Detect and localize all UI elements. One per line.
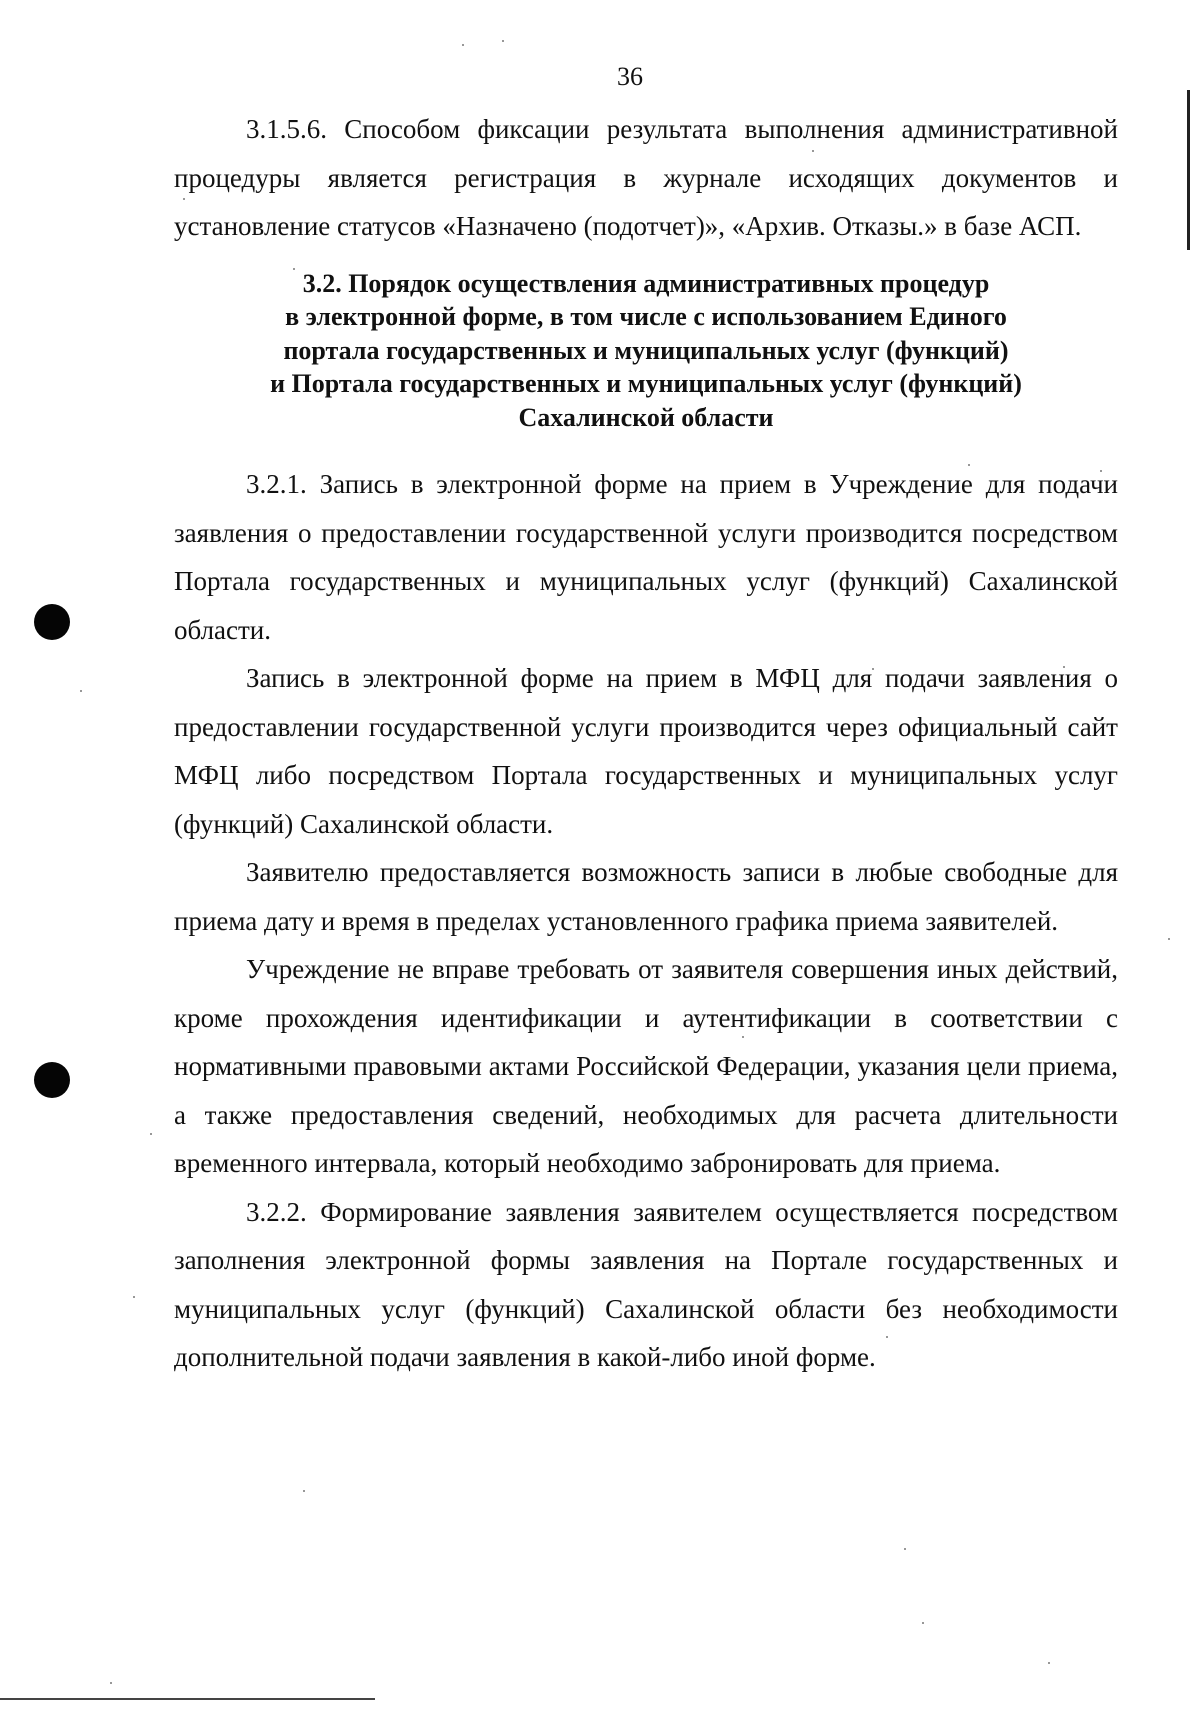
heading-line: портала государственных и муниципальных услуг (функций) <box>283 335 1009 365</box>
paragraph-free-slots: Заявителю предоставляется возможность записи в любые свободные для приема дату и время в пределах установленного графика приема заявителей. <box>174 857 1118 936</box>
heading-line: в электронной форме, в том числе с использованием Единого <box>285 302 1007 331</box>
paragraph-3-1-5-6: 3.1.5.6. Способом фиксации результата выполнения административной процедуры является регистрация в журнале исходящих документов и установление статусов «Назначено (подотчет)», «Архив. Отказы.» в базе АСП. <box>174 114 1118 241</box>
heading-line: Сахалинской области <box>518 402 774 432</box>
heading-line: 3.2. Порядок осуществления административных процедур <box>302 268 990 298</box>
footnote-rule <box>0 1698 375 1700</box>
paragraph-mfc-appointment: Запись в электронной форме на прием в МФЦ для подачи заявления о предоставлении государственной услуги производится через официальный сайт МФЦ либо посредством Портала государственных и муниципальных услуг (функций) Сахалинской области. <box>174 663 1118 839</box>
document-body <box>174 105 1118 1382</box>
paragraph-no-extra-actions: Учреждение не вправе требовать от заявителя совершения иных действий, кроме прохождения идентификации и аутентификации в соответствии с нормативными правовыми актами Российской Федерации, указания цели приема, а также предоставления сведений, необходимых для расчета длительности временного интервала, который необходимо забронировать для приема. <box>174 954 1118 1178</box>
section-heading-3-2 <box>174 267 1118 435</box>
binder-hole-lower <box>34 1062 70 1098</box>
page-number: 36 <box>617 62 643 91</box>
scan-edge-mark <box>1187 90 1190 250</box>
binder-hole-upper <box>34 604 70 640</box>
paragraph-3-2-1: 3.2.1. Запись в электронной форме на прием в Учреждение для подачи заявления о предоставлении государственной услуги производится посредством Портала государственных и муниципальных услуг (функций) Сахалинской области. <box>174 469 1118 645</box>
heading-line: и Портала государственных и муниципальных услуг (функций) <box>270 369 1022 398</box>
paragraph-3-2-2: 3.2.2. Формирование заявления заявителем осуществляется посредством заполнения электронной формы заявления на Портале государственных и муниципальных услуг (функций) Сахалинской области без необходимости дополнительной подачи заявления в какой-либо иной форме. <box>174 1196 1118 1372</box>
